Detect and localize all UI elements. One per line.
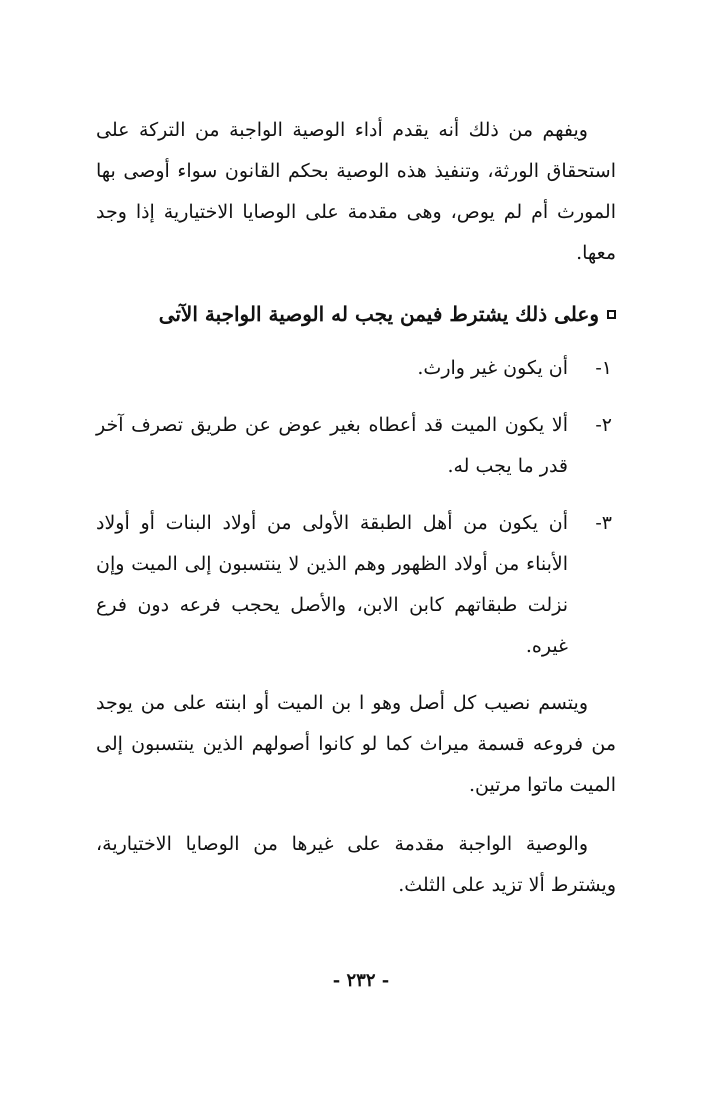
condition-item-2 (96, 405, 616, 487)
condition-number: ٢- (595, 414, 612, 436)
page-body (96, 110, 616, 924)
paragraph-intro: ويفهم من ذلك أنه يقدم أداء الوصية الواجبة من التركة على استحقاق الورثة، وتنفيذ هذه الوصية بحكم القانون سواء أوصى بها المورث أم لم يوص، وهى مقدمة على الوصايا الاختيارية إذا وجد معها. (96, 119, 616, 264)
page-number: - ٢٣٢ - (332, 970, 390, 991)
conditions-heading-text: وعلى ذلك يشترط فيمن يجب له الوصية الواجبة الآتى (158, 302, 599, 326)
condition-number: ٣- (595, 512, 612, 534)
condition-item-1 (96, 348, 616, 389)
condition-text: ألا يكون الميت قد أعطاه بغير عوض عن طريق تصرف آخر قدر ما يجب له. (96, 414, 568, 477)
condition-text: أن يكون غير وارث. (417, 357, 568, 379)
condition-item-3 (96, 503, 616, 667)
condition-text: أن يكون من أهل الطبقة الأولى من أولاد البنات أو أولاد الأبناء من أولاد الظهور وهم الذين لا ينتسبون إلى الميت وإن نزلت طبقاتهم كابن الابن، والأصل يحجب فرعه دون فرع غيره. (96, 512, 568, 657)
condition-number: ١- (595, 357, 612, 379)
square-bullet-icon (607, 310, 616, 319)
conditions-heading (96, 292, 616, 336)
paragraph-distribution: ويتسم نصيب كل أصل وهو ا بن الميت أو ابنته على من يوجد من فروعه قسمة ميراث كما لو كانوا أصولهم الذين ينتسبون إلى الميت ماتوا مرتين. (96, 692, 616, 796)
paragraph-precedence: والوصية الواجبة مقدمة على غيرها من الوصايا الاختيارية، ويشترط ألا تزيد على الثلث. (96, 833, 616, 896)
